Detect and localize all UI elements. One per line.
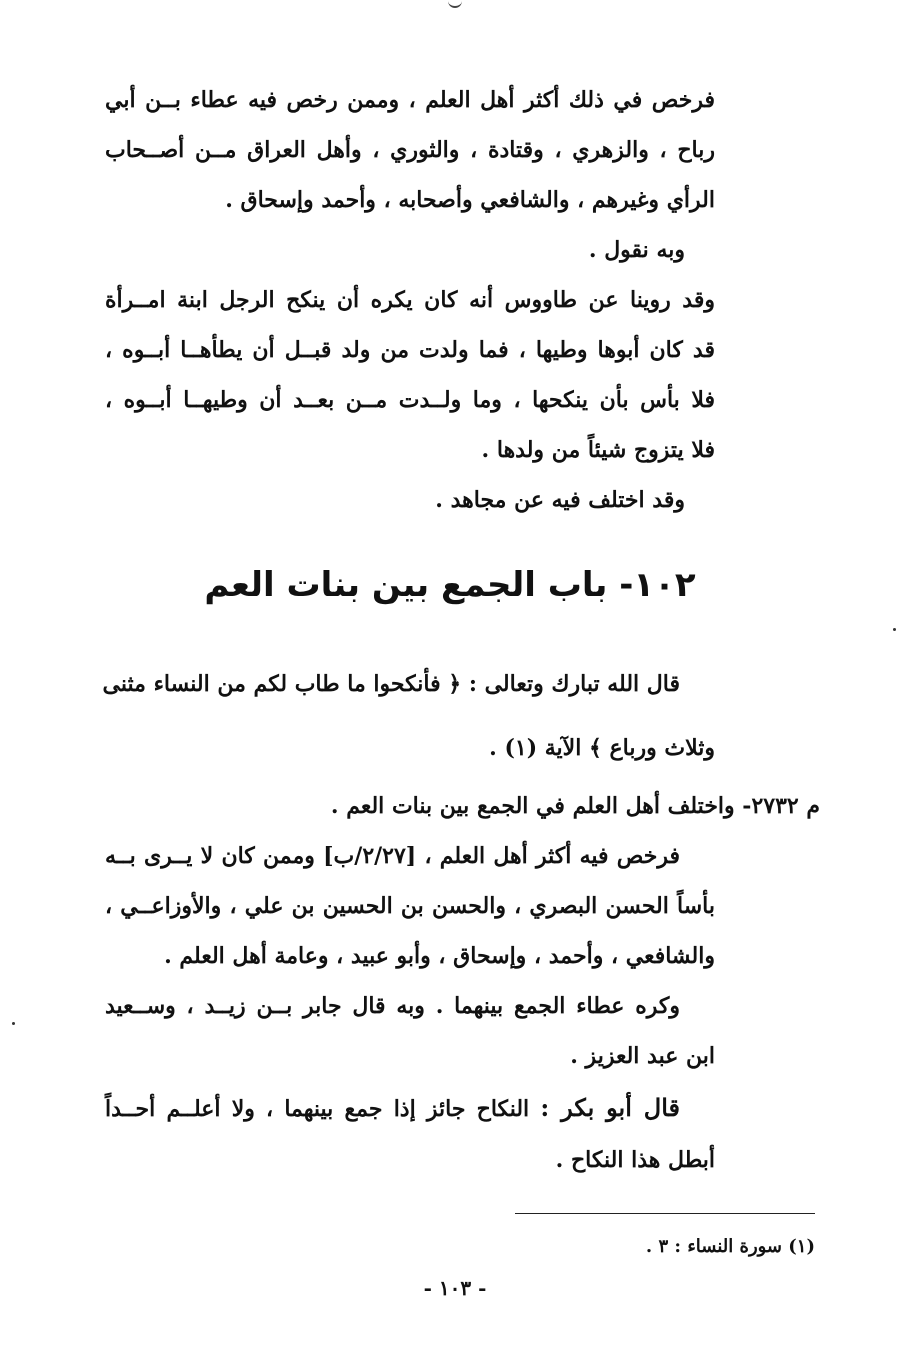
margin-speck bbox=[12, 1022, 15, 1025]
quran-verse-line: وثلاث ورباع ﴾ الآية (١) . bbox=[489, 735, 715, 761]
chapter-heading: ١٠٢- باب الجمع بين بنات العم bbox=[204, 565, 696, 605]
conclusion-line: أبطل هذا النكاح . bbox=[555, 1147, 715, 1173]
conclusion-line bbox=[105, 1088, 680, 1129]
margin-speck bbox=[893, 628, 896, 631]
paragraph-line: فلا بأس بأن ينكحها ، وما ولــدت مــن بعــد أن وطيهــا أبــوه ، bbox=[105, 387, 715, 413]
author-lead: قال أبو بكر : bbox=[540, 1093, 680, 1122]
quran-verse-line: قال الله تبارك وتعالى : ﴿ فأنكحوا ما طاب لكم من النساء مثنى bbox=[102, 671, 680, 697]
paragraph-line: وبه نقول . bbox=[588, 237, 685, 263]
top-mark bbox=[448, 0, 462, 8]
paragraph-line: رباح ، والزهري ، وقتادة ، والثوري ، وأهل العراق مــن أصــحاب bbox=[105, 137, 715, 163]
paragraph-line: فرخص في ذلك أكثر أهل العلم ، وممن رخص فيه عطاء بــن أبي bbox=[105, 87, 715, 113]
paragraph-line: وقد اختلف فيه عن مجاهد . bbox=[435, 487, 685, 513]
paragraph-line: وقد روينا عن طاووس أنه كان يكره أن ينكح الرجل ابنة امــرأة bbox=[105, 287, 715, 313]
paragraph-line: الرأي وغيرهم ، والشافعي وأصحابه ، وأحمد وإسحاق . bbox=[225, 187, 715, 213]
footnote-separator bbox=[515, 1213, 815, 1214]
conclusion-text: النكاح جائز إذا جمع بينهما ، ولا أعلــم أحــداً bbox=[105, 1096, 541, 1122]
paragraph-line: بأساً الحسن البصري ، والحسن بن الحسين بن علي ، والأوزاعــي ، bbox=[105, 893, 715, 919]
paragraph-line: ابن عبد العزيز . bbox=[570, 1043, 715, 1069]
paragraph-line: فلا يتزوج شيئاً من ولدها . bbox=[481, 437, 715, 463]
page-number: - ١٠٣ - bbox=[423, 1276, 487, 1300]
footnote: (١) سورة النساء : ٣ . bbox=[645, 1236, 815, 1257]
paragraph-line: قد كان أبوها وطيها ، فما ولدت من ولد قبــل أن يطأهــا أبــوه ، bbox=[105, 337, 715, 363]
paragraph-line: فرخص فيه أكثر أهل العلم ، [٢/٢٧/ب] وممن كان لا يــرى بــه bbox=[105, 843, 681, 869]
paragraph-line: وكره عطاء الجمع بينهما . وبه قال جابر بــن زيــد ، وســعيد bbox=[105, 993, 680, 1019]
paragraph-line: والشافعي ، وأحمد ، وإسحاق ، وأبو عبيد ، وعامة أهل العلم . bbox=[164, 943, 715, 969]
entry-line: م ٢٧٣٢- واختلف أهل العلم في الجمع بين بنات العم . bbox=[330, 793, 820, 819]
